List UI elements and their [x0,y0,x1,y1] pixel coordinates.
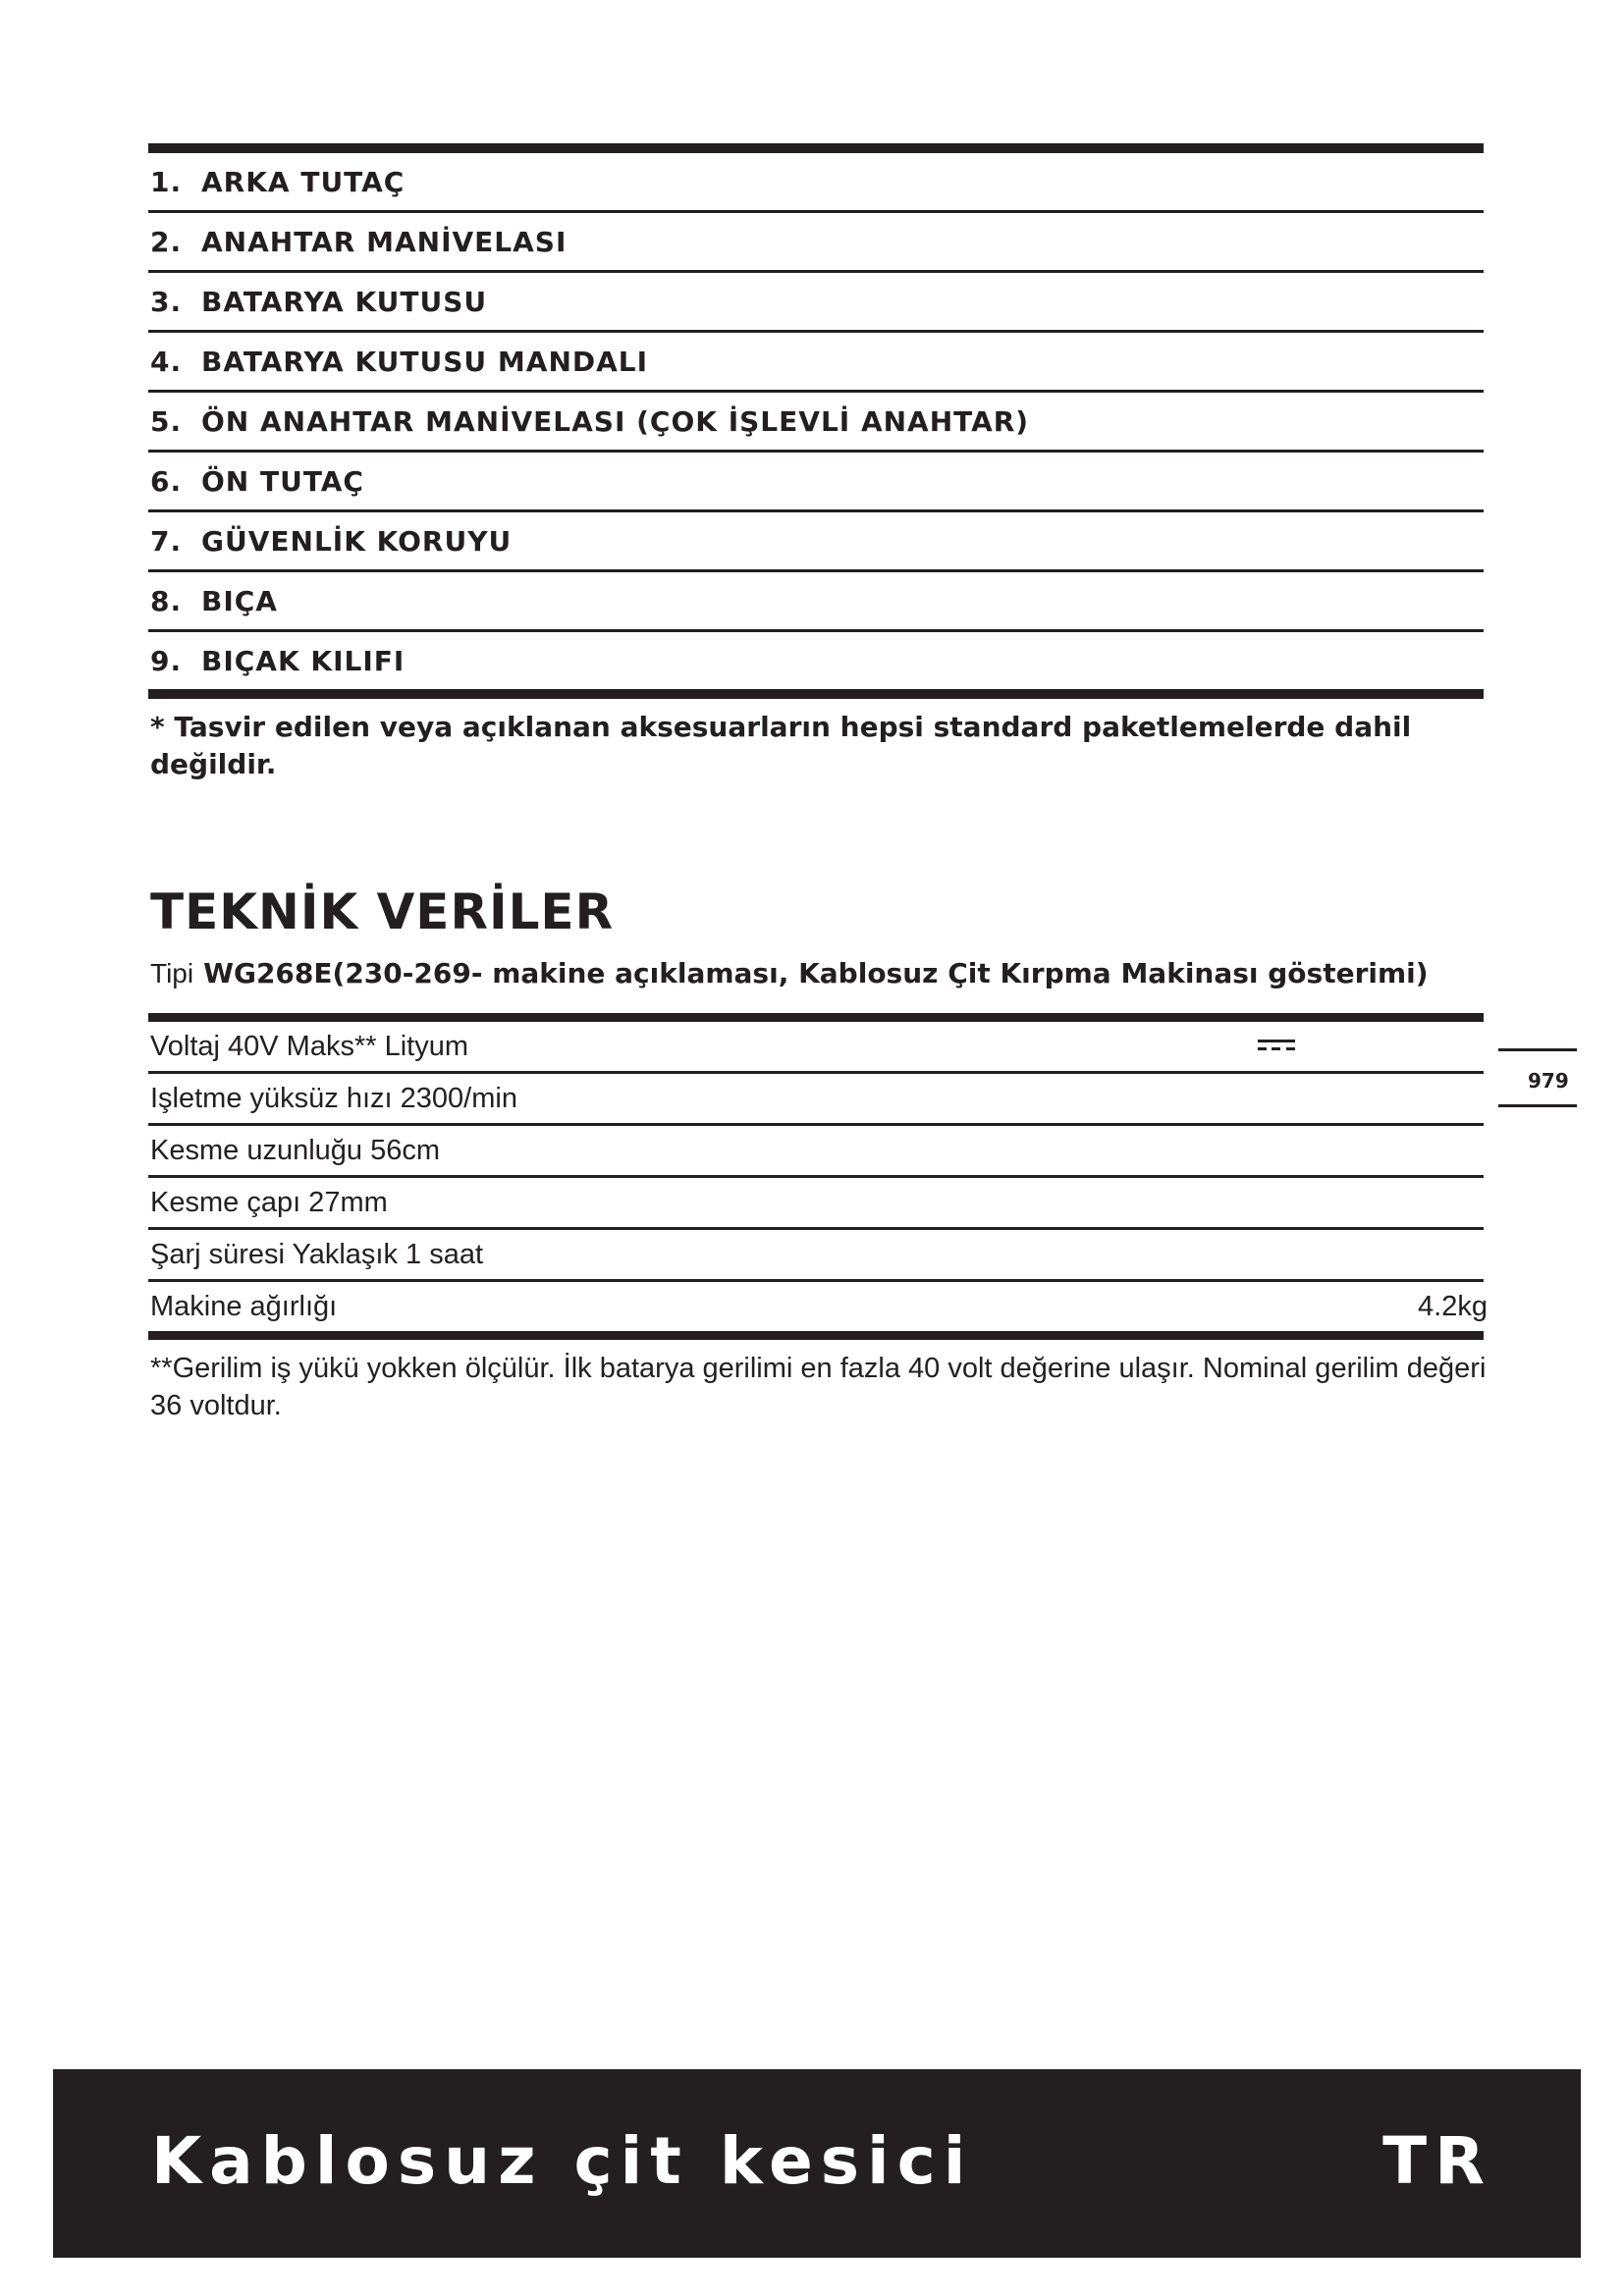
parts-list-item [148,512,1484,572]
type-label: Tipi [150,958,194,988]
parts-list-item [148,153,1484,213]
parts-list-item [148,632,1484,689]
item-label: BATARYA KUTUSU MANDALI [201,346,649,378]
section-title: TEKNİK VERİLER [150,883,615,940]
spec-text: Kesme uzunluğu 56cm [150,1135,440,1166]
spec-text: Voltaj 40V Maks** Lityum [150,1031,468,1062]
spec-text: Kesme çapı 27mm [150,1187,388,1218]
dc-current-icon [1258,1036,1295,1055]
parts-list [148,143,1484,699]
parts-list-item [148,213,1484,273]
item-label: ÖN TUTAÇ [201,465,364,498]
spec-row [148,1074,1484,1126]
item-number: 2. [150,226,183,258]
language-code: TR [1382,2123,1492,2199]
footer-band [53,2069,1581,2258]
footer-title: Kablosuz çit kesici [151,2123,974,2199]
item-number: 4. [150,346,183,378]
type-value: WG268E(230-269- makine açıklaması, Kablosuz Çit Kırpma Makinası gösterimi) [203,957,1429,989]
item-label: ANAHTAR MANİVELASI [201,226,568,258]
parts-list-item [148,333,1484,393]
spec-row [148,1022,1484,1074]
item-number: 9. [150,645,183,677]
item-number: 6. [150,465,183,498]
spec-row [148,1178,1484,1230]
accessory-note: * Tasvir edilen veya açıklanan aksesuarların hepsi standard paketlemelerde dahil değildir. [150,711,1412,780]
spec-row [148,1126,1484,1178]
item-label: GÜVENLİK KORUYU [201,525,513,558]
item-label: BIÇA [201,585,278,617]
side-tab: 979 [1498,1048,1577,1107]
spec-text: Işletme yüksüz hızı 2300/min [150,1083,517,1114]
spec-row [148,1230,1484,1282]
spec-text: Makine ağırlığı [150,1291,338,1322]
item-number: 3. [150,286,183,318]
parts-list-item [148,393,1484,453]
item-number: 8. [150,585,183,617]
item-label: ÖN ANAHTAR MANİVELASI (ÇOK İŞLEVLİ ANAHTAR) [201,405,1030,438]
item-label: ARKA TUTAÇ [201,166,406,198]
spec-value: 4.2kg [1418,1291,1488,1322]
item-label: BATARYA KUTUSU [201,286,488,318]
parts-list-item [148,273,1484,333]
item-number: 1. [150,166,183,198]
item-label: BIÇAK KILIFI [201,645,406,677]
spec-text: Şarj süresi Yaklaşık 1 saat [150,1239,484,1270]
voltage-footnote: **Gerilim iş yükü yokken ölçülür. İlk batarya gerilimi en fazla 40 volt değerine ulaşır. Nominal gerilim değeri 36 voltdur. [150,1353,1487,1421]
spec-table [148,1013,1488,1340]
parts-list-item [148,572,1484,632]
item-number: 5. [150,405,183,438]
type-line [150,957,1429,989]
spec-row [148,1282,1488,1331]
parts-list-item [148,453,1484,512]
item-number: 7. [150,525,183,558]
